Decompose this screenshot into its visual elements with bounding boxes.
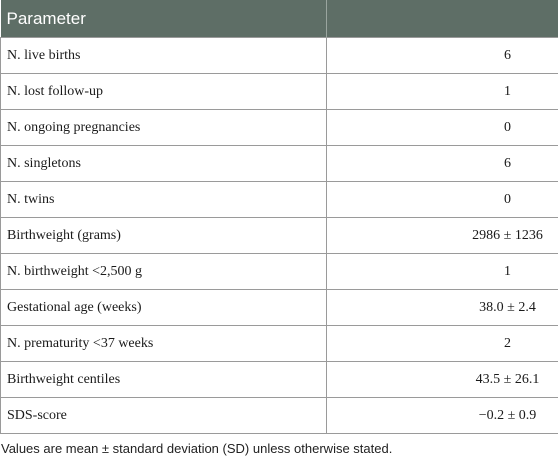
value-cell: 6 xyxy=(327,146,558,182)
header-parameter: Parameter xyxy=(1,0,327,38)
table-body xyxy=(1,38,558,434)
value-cell: 0 xyxy=(327,182,558,218)
table-row xyxy=(1,74,558,110)
parameter-cell: Birthweight centiles xyxy=(1,362,327,398)
parameter-cell: Gestational age (weeks) xyxy=(1,290,327,326)
value-cell: 2 xyxy=(327,326,558,362)
table-row xyxy=(1,254,558,290)
table-row xyxy=(1,290,558,326)
value-cell: 43.5 ± 26.1 xyxy=(327,362,558,398)
table-footnote: Values are mean ± standard deviation (SD) unless otherwise stated. xyxy=(1,441,393,456)
parameter-cell: SDS-score xyxy=(1,398,327,434)
value-cell: 38.0 ± 2.4 xyxy=(327,290,558,326)
parameter-cell: N. singletons xyxy=(1,146,327,182)
table-row xyxy=(1,218,558,254)
table-row xyxy=(1,182,558,218)
value-cell: −0.2 ± 0.9 xyxy=(327,398,558,434)
parameter-cell: Birthweight (grams) xyxy=(1,218,327,254)
header-row xyxy=(1,0,558,38)
value-cell: 2986 ± 1236 xyxy=(327,218,558,254)
value-cell: 1 xyxy=(327,254,558,290)
parameter-cell: N. twins xyxy=(1,182,327,218)
value-cell: 1 xyxy=(327,74,558,110)
parameter-cell: N. lost follow-up xyxy=(1,74,327,110)
parameter-cell: N. prematurity <37 weeks xyxy=(1,326,327,362)
table-row xyxy=(1,38,558,74)
parameter-cell: N. birthweight <2,500 g xyxy=(1,254,327,290)
header-value xyxy=(327,0,558,38)
table-row xyxy=(1,110,558,146)
table-row xyxy=(1,146,558,182)
value-cell: 0 xyxy=(327,110,558,146)
table-header xyxy=(1,0,558,38)
parameter-cell: N. live births xyxy=(1,38,327,74)
table-row xyxy=(1,326,558,362)
parameter-cell: N. ongoing pregnancies xyxy=(1,110,327,146)
table-row xyxy=(1,398,558,434)
value-cell: 6 xyxy=(327,38,558,74)
table-row xyxy=(1,362,558,398)
